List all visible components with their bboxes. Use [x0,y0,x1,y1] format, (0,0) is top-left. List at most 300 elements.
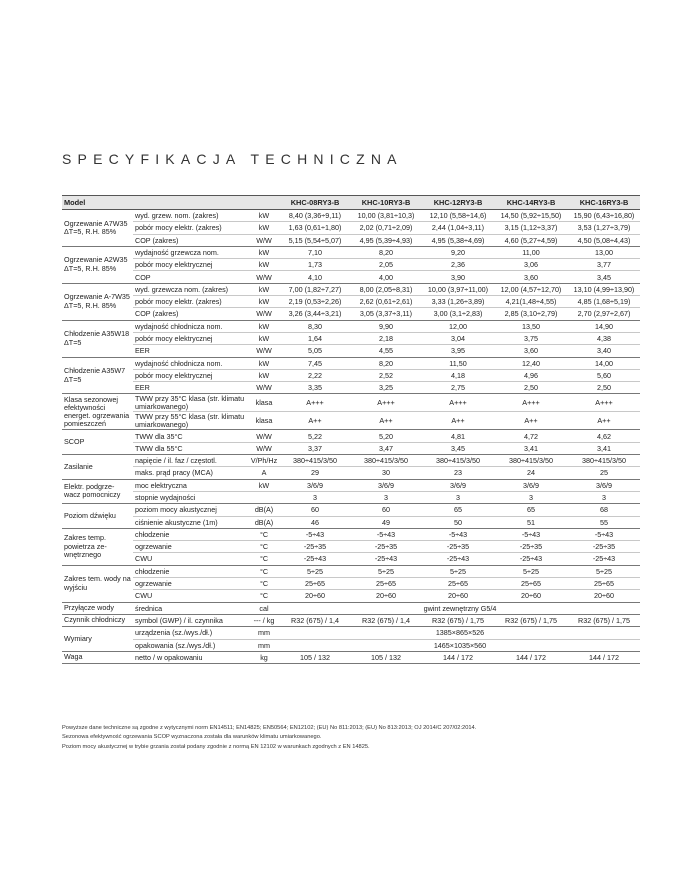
value-cell: 2,75 [422,382,494,394]
value-cell: 7,00 (1,82÷7,27) [280,283,350,295]
unit-cell: klasa [248,412,280,430]
value-cell: -25÷35 [422,541,494,553]
value-cell: A+++ [422,394,494,412]
value-cell: 380÷415/3/50 [422,455,494,467]
table-row [62,259,640,271]
param-label: pobór mocy elektrycznej [133,332,248,344]
value-cell: A++ [422,412,494,430]
unit-cell: dB(A) [248,516,280,528]
table-row [62,412,640,430]
value-cell: 13,50 [494,320,568,332]
value-cell: 3/6/9 [280,479,350,491]
unit-cell: kW [248,296,280,308]
param-label: CWU [133,590,248,602]
value-cell: -5÷43 [494,528,568,540]
page-title: SPECYFIKACJA TECHNICZNA [62,151,403,167]
value-cell: 60 [350,504,422,516]
unit-cell: W/W [248,234,280,246]
footnote: Powyższe dane techniczne są zgodne z wytycznymi norm EN14511; EN14825; EN50564; EN12102; (EU) No 811:2013; (EU) No 813:2013; OJ 2014/C 207/02:2014. [62,725,477,731]
group-label: Zakres tem. wody na wyjściu [62,565,133,602]
footnote: Poziom mocy akustycznej w trybie grzania został podany zgodnie z normą EN 12102 w warunkach zgodnych z EN 14825. [62,743,370,750]
value-cell: 5,05 [280,345,350,357]
value-cell: 5,60 [568,369,640,381]
value-cell: 7,45 [280,357,350,369]
header-model-name: KHC-16RY3-B [568,196,640,210]
value-cell: 4,95 (5,39÷4,93) [350,234,422,246]
unit-cell: °C [248,590,280,602]
unit-cell: °C [248,565,280,577]
table-row [62,578,640,590]
value-cell: 25÷65 [350,578,422,590]
table-row [62,210,640,222]
value-cell: 2,36 [422,259,494,271]
param-label: średnica [133,602,248,614]
value-cell: 3,60 [494,271,568,283]
value-cell: 14,90 [568,320,640,332]
value-cell: 3/6/9 [350,479,422,491]
value-cell: R32 (675) / 1,75 [494,614,568,626]
value-cell: 13,00 [568,246,640,258]
value-cell: 1,73 [280,259,350,271]
value-cell: 3 [280,491,350,503]
param-label: pobór mocy elektr. (zakres) [133,296,248,308]
value-cell: 3 [568,491,640,503]
value-cell: 4,18 [422,369,494,381]
value-cell-merged: 1465×1035×560 [280,639,640,651]
value-cell: 4,21(1,48÷4,55) [494,296,568,308]
param-label: ogrzewanie [133,541,248,553]
value-cell: -25÷43 [350,553,422,565]
value-cell: 11,00 [494,246,568,258]
param-label: TWW dla 55°C [133,442,248,454]
value-cell: 3,47 [350,442,422,454]
value-cell: 2,05 [350,259,422,271]
value-cell: 3 [422,491,494,503]
unit-cell: cal [248,602,280,614]
value-cell: 4,60 (5,27÷4,59) [494,234,568,246]
table-row [62,234,640,246]
unit-cell: kW [248,320,280,332]
value-cell: 55 [568,516,640,528]
value-cell: 29 [280,467,350,479]
value-cell: A+++ [280,394,350,412]
unit-cell: W/W [248,308,280,320]
param-label: moc elektryczna [133,479,248,491]
value-cell: 1,63 (0,61÷1,80) [280,222,350,234]
value-cell: 11,50 [422,357,494,369]
value-cell: 9,20 [422,246,494,258]
table-row [62,382,640,394]
unit-cell: kW [248,369,280,381]
table-row [62,516,640,528]
table-row [62,246,640,258]
table-row [62,491,640,503]
value-cell: A+++ [568,394,640,412]
table-row [62,455,640,467]
value-cell: 25 [568,467,640,479]
value-cell: 3,95 [422,345,494,357]
group-label: Zasilanie [62,455,133,480]
value-cell: 3,04 [422,332,494,344]
unit-cell: kg [248,651,280,663]
value-cell: 3,06 [494,259,568,271]
value-cell: 1,64 [280,332,350,344]
group-label: Ogrzewanie A2W35 ΔT=5, R.H. 85% [62,246,133,283]
value-cell: A++ [350,412,422,430]
value-cell: 68 [568,504,640,516]
group-label: Elektr. podgrze- wacz pomocniczy [62,479,133,504]
value-cell: 3,25 [350,382,422,394]
value-cell: 5,22 [280,430,350,442]
unit-cell: kW [248,332,280,344]
value-cell: 8,40 (3,36÷9,11) [280,210,350,222]
footnote: Sezonowa efektywność ogrzewania SCOP wyznaczona została dla warunków klimatu umiarkowanego. [62,734,322,741]
value-cell: 4,00 [350,271,422,283]
value-cell: 5,20 [350,430,422,442]
value-cell: 2,70 (2,97÷2,67) [568,308,640,320]
group-label: Klasa sezonowej efektywności energet. ogrzewania pomieszczeń [62,394,133,430]
unit-cell: °C [248,528,280,540]
param-label: pobór mocy elektrycznej [133,259,248,271]
unit-cell: °C [248,541,280,553]
value-cell: 2,85 (3,10÷2,79) [494,308,568,320]
value-cell: 4,96 [494,369,568,381]
value-cell: 5÷25 [494,565,568,577]
value-cell: 3,41 [568,442,640,454]
table-row [62,320,640,332]
value-cell: 3 [494,491,568,503]
value-cell-merged: 1385×865×526 [280,627,640,639]
table-row [62,296,640,308]
value-cell: 25÷65 [422,578,494,590]
unit-cell: kW [248,210,280,222]
table-row [62,614,640,626]
header-model-name: KHC-08RY3-B [280,196,350,210]
value-cell: 50 [422,516,494,528]
value-cell: 380÷415/3/50 [568,455,640,467]
table-row [62,442,640,454]
value-cell: 3,45 [422,442,494,454]
value-cell: 4,62 [568,430,640,442]
value-cell: 9,90 [350,320,422,332]
table-row [62,651,640,663]
param-label: COP [133,271,248,283]
value-cell: 380÷415/3/50 [350,455,422,467]
unit-cell: A [248,467,280,479]
table-row [62,504,640,516]
table-row [62,430,640,442]
value-cell: 8,20 [350,246,422,258]
value-cell: -5÷43 [350,528,422,540]
value-cell: 20÷60 [350,590,422,602]
value-cell: 8,30 [280,320,350,332]
param-label: wydajność chłodnicza nom. [133,357,248,369]
value-cell: -25÷43 [568,553,640,565]
value-cell: A+++ [350,394,422,412]
value-cell: -25÷35 [494,541,568,553]
param-label: urządzenia (sz./wys./dł.) [133,627,248,639]
value-cell: R32 (675) / 1,4 [280,614,350,626]
table-row [62,271,640,283]
value-cell: 3,05 (3,37÷3,11) [350,308,422,320]
value-cell: 13,10 (4,99÷13,90) [568,283,640,295]
unit-cell: kW [248,479,280,491]
table-row [62,565,640,577]
group-label: SCOP [62,430,133,455]
table-row [62,283,640,295]
unit-cell: W/W [248,271,280,283]
value-cell: 2,44 (1,04÷3,11) [422,222,494,234]
value-cell: 20÷60 [568,590,640,602]
value-cell: 2,52 [350,369,422,381]
value-cell: 2,19 (0,53÷2,26) [280,296,350,308]
param-label: chłodzenie [133,565,248,577]
header-model-name: KHC-10RY3-B [350,196,422,210]
value-cell: 4,95 (5,38÷4,69) [422,234,494,246]
table-row [62,627,640,639]
param-label: EER [133,345,248,357]
value-cell: 3,41 [494,442,568,454]
value-cell: -25÷43 [494,553,568,565]
param-label: ciśnienie akustyczne (1m) [133,516,248,528]
param-label: COP (zakres) [133,308,248,320]
value-cell: 144 / 172 [568,651,640,663]
value-cell: 12,40 [494,357,568,369]
value-cell: -5÷43 [568,528,640,540]
spec-table [62,195,640,664]
unit-cell: kW [248,283,280,295]
unit-cell: dB(A) [248,504,280,516]
group-label: Przyłącze wody [62,602,133,614]
group-label: Zakres temp. powietrza ze- wnętrznego [62,528,133,565]
value-cell: 51 [494,516,568,528]
footnotes [62,724,662,752]
value-cell: 4,72 [494,430,568,442]
value-cell: 380÷415/3/50 [494,455,568,467]
table-row [62,332,640,344]
value-cell: 15,90 (6,43÷16,80) [568,210,640,222]
value-cell: -25÷35 [280,541,350,553]
unit-cell: W/W [248,430,280,442]
param-label: CWU [133,553,248,565]
group-label: Poziom dźwięku [62,504,133,529]
value-cell: 46 [280,516,350,528]
group-label: Czynnik chłodniczy [62,614,133,626]
value-cell: 5÷25 [568,565,640,577]
value-cell: 10,00 (3,81÷10,3) [350,210,422,222]
unit-cell: mm [248,627,280,639]
value-cell: 3,90 [422,271,494,283]
value-cell: 20÷60 [422,590,494,602]
param-label: chłodzenie [133,528,248,540]
unit-cell: W/W [248,442,280,454]
value-cell: R32 (675) / 1,4 [350,614,422,626]
value-cell: 2,50 [494,382,568,394]
value-cell: 20÷60 [494,590,568,602]
table-row [62,528,640,540]
value-cell: -25÷43 [280,553,350,565]
unit-cell: mm [248,639,280,651]
value-cell: 20÷60 [280,590,350,602]
value-cell: -25÷35 [350,541,422,553]
value-cell: A+++ [494,394,568,412]
param-label: TWW dla 35°C [133,430,248,442]
value-cell: 105 / 132 [350,651,422,663]
value-cell: 3/6/9 [494,479,568,491]
table-row [62,345,640,357]
unit-cell: kW [248,259,280,271]
value-cell: 3 [350,491,422,503]
value-cell: 30 [350,467,422,479]
param-label: COP (zakres) [133,234,248,246]
value-cell: 8,00 (2,05÷8,31) [350,283,422,295]
value-cell: R32 (675) / 1,75 [422,614,494,626]
group-label: Waga [62,651,133,663]
value-cell: 3,53 (1,27÷3,79) [568,222,640,234]
value-cell: 14,00 [568,357,640,369]
param-label: TWW przy 35°C klasa (str. klimatu umiarkowanego) [133,394,248,412]
unit-cell: kW [248,222,280,234]
value-cell: -25÷43 [422,553,494,565]
value-cell: -5÷43 [280,528,350,540]
value-cell-merged: gwint zewnętrzny G5/4 [280,602,640,614]
value-cell: 10,00 (3,97÷11,00) [422,283,494,295]
table-row [62,369,640,381]
header-row [62,196,640,210]
table-row [62,357,640,369]
value-cell: 380÷415/3/50 [280,455,350,467]
value-cell: 2,22 [280,369,350,381]
unit-cell: kW [248,246,280,258]
value-cell: 3/6/9 [568,479,640,491]
param-label: netto / w opakowaniu [133,651,248,663]
value-cell: A++ [494,412,568,430]
value-cell: 3,33 (1,26÷3,89) [422,296,494,308]
value-cell: -25÷35 [568,541,640,553]
param-label: wydajność grzewcza nom. [133,246,248,258]
group-label: Chłodzenie A35W18 ΔT=5 [62,320,133,357]
value-cell: 2,50 [568,382,640,394]
value-cell: 4,85 (1,68÷5,19) [568,296,640,308]
param-label: wyd. grzewcza nom. (zakres) [133,283,248,295]
value-cell: 4,55 [350,345,422,357]
value-cell: 4,38 [568,332,640,344]
unit-cell: V/Ph/Hz [248,455,280,467]
value-cell: 65 [494,504,568,516]
value-cell: 3,00 (3,1÷2,83) [422,308,494,320]
value-cell: 25÷65 [280,578,350,590]
value-cell: 144 / 172 [422,651,494,663]
value-cell: 8,20 [350,357,422,369]
param-label: ogrzewanie [133,578,248,590]
table-row [62,394,640,412]
value-cell: 3,26 (3,44÷3,21) [280,308,350,320]
unit-cell: W/W [248,345,280,357]
unit-cell: °C [248,553,280,565]
param-label: symbol (GWP) / il. czynnika [133,614,248,626]
param-label: maks. prąd pracy (MCA) [133,467,248,479]
param-label: pobór mocy elektrycznej [133,369,248,381]
unit-cell: °C [248,578,280,590]
unit-cell [248,491,280,503]
value-cell: 25÷65 [568,578,640,590]
table-row [62,602,640,614]
value-cell: 12,10 (5,58÷14,6) [422,210,494,222]
unit-cell: klasa [248,394,280,412]
param-label: poziom mocy akustycznej [133,504,248,516]
value-cell: 7,10 [280,246,350,258]
param-label: napięcie / il. faz / częstotl. [133,455,248,467]
table-row [62,590,640,602]
group-label: Ogrzewanie A7W35 ΔT=5, R.H. 85% [62,210,133,247]
value-cell: 12,00 (4,57÷12,70) [494,283,568,295]
table-row [62,308,640,320]
value-cell: 3,75 [494,332,568,344]
value-cell: 12,00 [422,320,494,332]
value-cell: 5÷25 [350,565,422,577]
unit-cell: kW [248,357,280,369]
table-row [62,553,640,565]
group-label: Wymiary [62,627,133,652]
value-cell: 2,18 [350,332,422,344]
header-model-name: KHC-12RY3-B [422,196,494,210]
table-row [62,467,640,479]
value-cell: 2,62 (0,61÷2,61) [350,296,422,308]
value-cell: 4,81 [422,430,494,442]
value-cell: 14,50 (5,92÷15,50) [494,210,568,222]
param-label: TWW przy 55°C klasa (str. klimatu umiarkowanego) [133,412,248,430]
value-cell: A++ [280,412,350,430]
table-row [62,222,640,234]
value-cell: -5÷43 [422,528,494,540]
param-label: stopnie wydajności [133,491,248,503]
value-cell: 5÷25 [280,565,350,577]
param-label: EER [133,382,248,394]
value-cell: 105 / 132 [280,651,350,663]
value-cell: 3,15 (1,12÷3,37) [494,222,568,234]
param-label: wydajność chłodnicza nom. [133,320,248,332]
value-cell: R32 (675) / 1,75 [568,614,640,626]
value-cell: 23 [422,467,494,479]
unit-cell: --- / kg [248,614,280,626]
value-cell: A++ [568,412,640,430]
header-model-label: Model [62,196,280,210]
value-cell: 5÷25 [422,565,494,577]
table-row [62,639,640,651]
value-cell: 2,02 (0,71÷2,09) [350,222,422,234]
value-cell: 4,10 [280,271,350,283]
value-cell: 4,50 (5,08÷4,43) [568,234,640,246]
value-cell: 3/6/9 [422,479,494,491]
header-model-name: KHC-14RY3-B [494,196,568,210]
value-cell: 144 / 172 [494,651,568,663]
value-cell: 3,45 [568,271,640,283]
param-label: wyd. grzew. nom. (zakres) [133,210,248,222]
group-label: Ogrzewanie A-7W35 ΔT=5, R.H. 85% [62,283,133,320]
value-cell: 5,15 (5,54÷5,07) [280,234,350,246]
value-cell: 3,35 [280,382,350,394]
value-cell: 65 [422,504,494,516]
value-cell: 60 [280,504,350,516]
unit-cell: W/W [248,382,280,394]
value-cell: 49 [350,516,422,528]
group-label: Chłodzenie A35W7 ΔT=5 [62,357,133,394]
value-cell: 24 [494,467,568,479]
value-cell: 25÷65 [494,578,568,590]
table-row [62,541,640,553]
value-cell: 3,77 [568,259,640,271]
param-label: opakowania (sz./wys./dł.) [133,639,248,651]
